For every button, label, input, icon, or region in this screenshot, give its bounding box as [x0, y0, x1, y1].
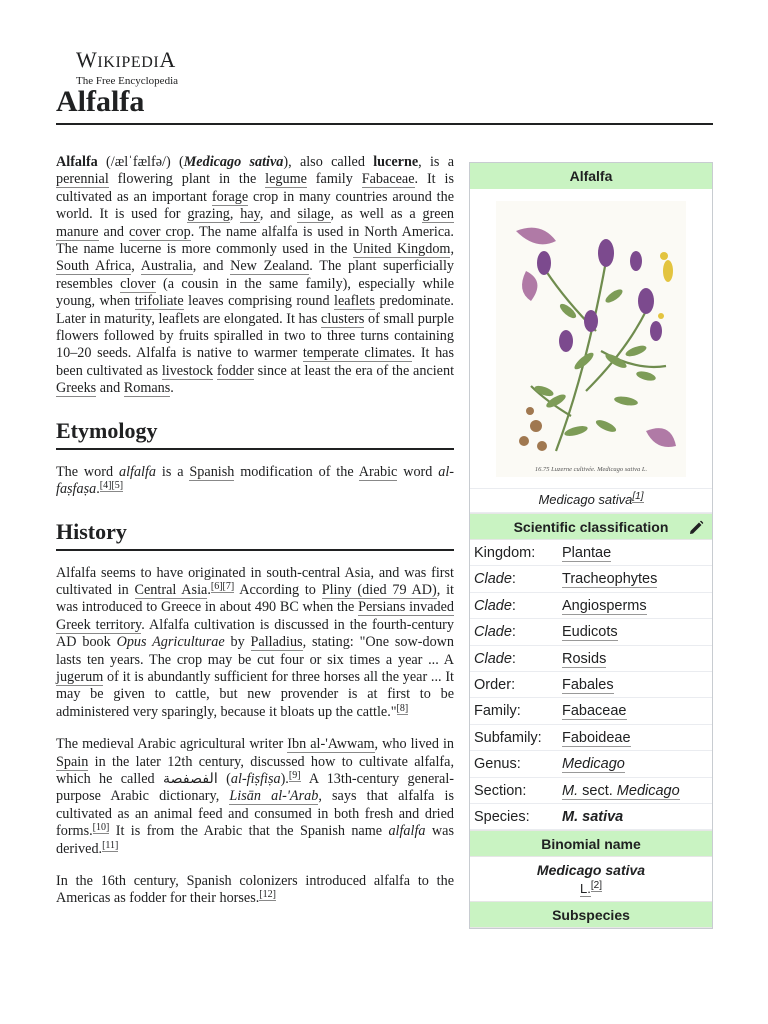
text: , stating: "One sow-down lasts ten years. The crop may be cut four or six times a year ... A	[56, 634, 454, 668]
citation-link[interactable]: [10]	[92, 822, 110, 834]
link-cover-crop[interactable]: cover crop	[128, 223, 191, 240]
text: , and	[192, 258, 231, 275]
infobox-title: Alfalfa	[470, 163, 712, 189]
citation-link[interactable]: [7]	[222, 580, 235, 592]
arabic-term: الفصفصة	[162, 770, 218, 787]
taxon-link-part: sect.	[578, 782, 617, 799]
term-bold: lucerne	[373, 154, 419, 170]
subspecies-header: Subspecies	[470, 901, 712, 928]
citation-link[interactable]: [9]	[288, 769, 301, 781]
text: . The name alfalfa is used in North America. The name lucerne is more commonly used in the	[56, 223, 454, 258]
section-heading-history: History	[56, 518, 127, 544]
text: of it is abundantly sufficient for three horses all the year ... It may be given to cattle, but new provender is at first to be administered very sparingly, because it bloats up the cattle."	[56, 668, 454, 720]
text: is a	[156, 463, 190, 480]
text: , as well as a	[330, 206, 423, 223]
text: It is from the Arabic that the Spanish name	[109, 823, 389, 840]
taxon-row-genus	[470, 751, 712, 777]
link-perennial[interactable]: perennial	[56, 171, 109, 188]
taxon-link[interactable]	[562, 783, 680, 800]
citation-link[interactable]: [8]	[396, 702, 409, 714]
taxon-label: Clade	[474, 571, 512, 588]
taxon-label: Clade	[474, 597, 512, 614]
text: ,	[229, 206, 241, 223]
citation-link[interactable]: [6]	[210, 580, 223, 592]
logo-tagline: The Free Encyclopedia	[76, 75, 179, 87]
authority-link[interactable]: L.	[580, 881, 591, 897]
text: and	[98, 223, 129, 240]
text: , is a	[418, 154, 455, 170]
term-italic: alfalfa	[118, 463, 157, 480]
link-hay[interactable]: hay	[240, 206, 260, 223]
section-heading-etymology: Etymology	[56, 417, 158, 443]
link-spain[interactable]: Spain	[56, 753, 89, 770]
link-greeks[interactable]: Greeks	[56, 380, 97, 397]
link-australia[interactable]: Australia	[140, 258, 193, 275]
taxon-label: Species:	[474, 808, 530, 825]
link-trifoliate[interactable]: trifoliate	[134, 293, 184, 310]
taxon-link[interactable]: Faboideae	[562, 729, 631, 746]
taxon-label: Family:	[474, 703, 521, 720]
citation-link[interactable]: [2]	[590, 880, 602, 892]
book-title: Opus Agriculturae	[116, 634, 225, 651]
taxon-row-clade: Clade: Tracheophytes	[470, 566, 712, 592]
taxon-link[interactable]: Fabales	[562, 676, 614, 693]
taxon-label: Order:	[474, 676, 516, 693]
link-clover[interactable]: clover	[120, 275, 156, 292]
taxon-row-clade: Clade: Angiosperms	[470, 593, 712, 619]
text: According to	[234, 581, 322, 598]
text: .	[170, 380, 174, 397]
botanical-illustration[interactable]	[470, 189, 712, 489]
text: , says that alfalfa is cultivated as an animal feed and consumed in both fresh and dried forms.	[56, 788, 454, 840]
link-south-africa[interactable]: South Africa	[56, 258, 132, 275]
caption-text: Medicago sativa	[538, 492, 633, 507]
infobox	[469, 162, 713, 929]
citation-link[interactable]: [12]	[259, 889, 276, 901]
text: of small purple flowers followed by fruits spiralled in two to three turns containing 10–20 seeds. Alfalfa is native to warmer	[56, 310, 454, 362]
history-paragraph-3	[56, 873, 454, 908]
text: since at least the era of the ancient	[253, 362, 455, 379]
citation-link[interactable]: [5]	[111, 480, 124, 492]
citation-link[interactable]: [4]	[99, 480, 112, 492]
taxon-link[interactable]: Rosids	[562, 650, 607, 667]
text: .	[207, 581, 211, 598]
text: In the 16th century, Spanish colonizers introduced alfalfa to the Americas as fodder for their horses.	[56, 873, 454, 907]
link-green-manure[interactable]: green manure	[56, 206, 454, 240]
text: family	[306, 171, 362, 188]
link-pliny[interactable]: Pliny (died 79 AD)	[321, 581, 437, 598]
history-paragraph-2	[56, 736, 454, 858]
link-persian-invasion[interactable]: Persians invaded Greek territory	[56, 599, 454, 633]
term-italic: al-fiṣfiṣa	[230, 770, 281, 787]
citation-link[interactable]: [1]	[632, 491, 644, 502]
text: , who lived in	[374, 736, 455, 753]
section-divider	[56, 448, 454, 450]
taxon-label: Kingdom:	[474, 545, 536, 561]
title-divider	[56, 123, 713, 125]
text: .	[96, 481, 100, 498]
link-temperate-climates[interactable]: temperate climates	[302, 345, 412, 362]
article-body	[56, 154, 454, 923]
text: was derived.	[56, 823, 454, 857]
text: The medieval Arabic agricultural writer	[56, 736, 288, 753]
alfalfa-plant-illustration	[496, 201, 686, 477]
link-lisan-al-arab[interactable]: Lisān al-'Arab	[229, 788, 319, 805]
taxon-label: Clade	[474, 624, 512, 641]
link-new-zealand[interactable]: New Zealand	[230, 258, 310, 275]
taxon-label: Section:	[474, 782, 527, 799]
text: (a cousin in the same family), especially while young, when	[56, 275, 454, 310]
text: and	[96, 380, 124, 397]
taxon-row-subfamily	[470, 725, 712, 751]
taxon-link[interactable]: Medicago	[562, 756, 625, 773]
logo-wordmark: WIKIPEDIA	[76, 47, 176, 72]
link-jugerum[interactable]: jugerum	[56, 668, 104, 685]
link-legume[interactable]: legume	[265, 171, 307, 188]
taxon-row-species	[470, 804, 712, 830]
link-silage[interactable]: silage	[297, 206, 331, 223]
link-romans[interactable]: Romans	[123, 380, 171, 397]
term-bold: Alfalfa	[56, 154, 98, 170]
term-italic: al-faṣfaṣa	[56, 463, 454, 498]
taxon-row-order	[470, 672, 712, 698]
binomial-block	[470, 857, 712, 901]
history-paragraph-1	[56, 565, 454, 722]
text: ).	[280, 770, 289, 787]
link-clusters[interactable]: clusters	[321, 310, 365, 327]
link-central-asia[interactable]: Central Asia	[134, 581, 208, 598]
image-caption	[470, 489, 712, 513]
binomial-header: Binomial name	[470, 830, 712, 857]
text: in the later 12th century, discussed how to cultivate alfalfa, which he called	[56, 753, 454, 787]
text: . The plant superficially resembles	[56, 258, 454, 292]
text: Alfalfa seems to have originated in south-central Asia, and was first cultivated in	[56, 564, 454, 598]
scientific-name: Medicago sativa	[183, 154, 284, 170]
link-livestock[interactable]: livestock	[161, 362, 214, 379]
taxon-label: Clade	[474, 650, 512, 667]
text: . It is cultivated as an important	[56, 171, 454, 205]
classification-heading: Scientific classification	[513, 519, 669, 535]
text: , it was introduced to Greece in about 490 BC when the	[56, 581, 454, 616]
text: ), also called	[283, 154, 374, 170]
taxon-link[interactable]: Fabaceae	[562, 703, 627, 720]
link-fodder[interactable]: fodder	[216, 362, 254, 379]
text: The word	[56, 463, 119, 480]
taxon-link-part: Medicago	[616, 782, 680, 799]
text: ,	[131, 258, 141, 275]
text: (	[217, 770, 231, 787]
text: by	[224, 634, 251, 651]
text: . Alfalfa cultivation is discussed in the fourth-century AD book	[56, 616, 454, 651]
text: (/ælˈfælfə/) (	[97, 154, 184, 170]
text: word	[397, 463, 439, 480]
pencil-icon[interactable]	[688, 520, 704, 536]
text: flowering plant in the	[108, 171, 266, 188]
taxon-row-clade: Clade: Rosids	[470, 646, 712, 672]
taxon-link-part: M.	[562, 782, 579, 799]
text: leaves comprising round	[183, 293, 335, 310]
taxon-row-clade: Clade: Eudicots	[470, 619, 712, 645]
taxon-row-kingdom	[470, 540, 712, 566]
link-ibn-al-awwam[interactable]: Ibn al-'Awwam	[287, 736, 375, 753]
illustration-label: 16.75 Luzerne cultivée. Medicago sativa L.	[534, 465, 648, 473]
text: A 13th-century general-purpose Arabic dictionary,	[56, 770, 454, 805]
taxon-link[interactable]: Tracheophytes	[562, 571, 658, 588]
taxon-row-family	[470, 698, 712, 724]
section-divider	[56, 549, 454, 551]
link-grazing[interactable]: grazing	[187, 206, 230, 223]
intro-paragraph	[56, 154, 454, 398]
text: modification of the	[234, 463, 359, 480]
taxon-label: Genus:	[474, 756, 521, 773]
text: , and	[259, 206, 298, 223]
etymology-paragraph	[56, 464, 454, 499]
text: crop in many countries around the world. It is used for	[56, 188, 455, 223]
taxon-link[interactable]: Eudicots	[562, 624, 618, 641]
taxon-label: Subfamily:	[474, 729, 542, 746]
page-title: Alfalfa	[56, 85, 145, 118]
text: ,	[450, 241, 454, 258]
classification-header	[470, 513, 712, 540]
binomial-name: Medicago sativa	[536, 862, 646, 879]
taxon-row-section	[470, 778, 712, 804]
text: . It has been cultivated as	[56, 345, 455, 379]
wikipedia-logo[interactable]	[76, 47, 179, 88]
link-palladius[interactable]: Palladius	[250, 634, 303, 651]
link-spanish[interactable]: Spanish	[189, 463, 235, 480]
link-united-kingdom[interactable]: United Kingdom	[352, 241, 451, 258]
link-fabaceae[interactable]: Fabaceae	[361, 171, 415, 188]
text: predominate. Later in maturity, leaflets are elongated. It has	[56, 293, 454, 327]
link-forage[interactable]: forage	[211, 188, 249, 205]
taxon-value: M. sativa	[562, 808, 624, 825]
taxon-link[interactable]: Plantae	[562, 545, 612, 561]
link-leaflets[interactable]: leaflets	[334, 293, 376, 310]
link-arabic[interactable]: Arabic	[358, 463, 398, 480]
taxon-link[interactable]: Angiosperms	[562, 597, 647, 614]
citation-link[interactable]: [11]	[102, 839, 119, 851]
term-italic: alfalfa	[388, 823, 426, 840]
